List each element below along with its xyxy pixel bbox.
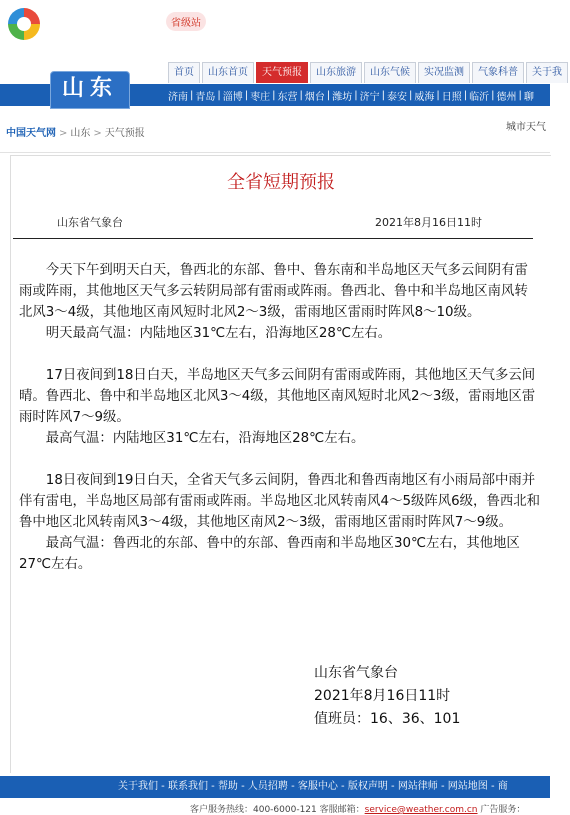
city-link[interactable]: 潍坊 [332,91,353,103]
footer-separator: - [158,781,168,792]
city-weather-search[interactable]: 城市天气 [506,122,546,133]
article-title: 全省短期预报 [227,172,335,193]
breadcrumb-current[interactable]: 天气预报 [104,128,145,139]
footer-info [0,800,550,815]
footer-link[interactable]: 帮助 [217,781,238,792]
footer-ad: 广告服务： [477,805,526,815]
nav-tab[interactable]: 山东气候 [364,62,416,83]
city-link[interactable]: 日照 [441,91,462,103]
signature-org: 山东省气象台 [314,665,398,681]
article-paragraph: 最高气温：鲁西北的东部、鲁中的东部、鲁西南和半岛地区30℃左右，其他地区27℃左右。 [19,536,520,572]
footer-separator: - [337,781,348,792]
article-body [19,260,541,575]
nav-tab[interactable]: 山东首页 [202,62,254,83]
footer-link[interactable]: 商 [497,781,508,792]
breadcrumb-separator: > [59,128,68,139]
footer-separator: - [237,781,248,792]
city-link[interactable]: 济宁 [359,91,380,103]
signature-time: 2021年8月16日11时 [314,688,451,704]
breadcrumb-bar [0,110,550,153]
city-link[interactable]: 济南 [168,91,188,103]
paragraph-gap [19,344,541,365]
divider [13,238,533,239]
city-link[interactable]: 泰安 [387,91,407,103]
article-paragraph: 最高气温：内陆地区31℃左右，沿海地区28℃左右。 [45,431,365,446]
city-separator: | [463,89,468,101]
city-separator: | [217,89,221,101]
city-link[interactable]: 德州 [496,91,517,103]
city-link[interactable]: 威海 [414,91,435,103]
nav-tab[interactable]: 实况监测 [418,62,470,83]
city-separator: | [518,89,522,101]
footer-link[interactable]: 版权声明 [347,781,388,792]
weather-logo-icon[interactable] [6,6,42,42]
article-org: 山东省气象台 [57,216,123,229]
article-signature [314,662,460,731]
footer-separator: - [287,781,298,792]
city-separator: | [354,89,358,101]
city-link[interactable]: 枣庄 [250,91,271,103]
breadcrumb-home[interactable]: 中国天气网 [6,128,56,139]
footer-email[interactable]: service@weather.com.cn [364,805,478,815]
breadcrumb-separator: > [93,128,102,139]
footer-link[interactable]: 网站律师 [397,781,438,792]
footer-separator: - [437,781,448,792]
city-separator: | [299,89,303,101]
footer-separator: - [207,781,218,792]
article-paragraph: 18日夜间到19日白天，全省天气多云间阴，鲁西北和鲁西南地区有小雨局部中雨并伴有雷电，半岛地区局部有雷雨或阵雨。半岛地区北风转南风4～5级阵风6级，鲁西北和鲁中地区北风转南风3～4级，其他地区南风2～3级，雷雨地区雷雨时阵风7～9级。 [19,473,541,530]
signature-duty: 值班员：16、36、101 [314,711,461,727]
footer-separator: - [387,781,398,792]
city-separator: | [326,89,331,101]
article-paragraph: 明天最高气温：内陆地区31℃左右，沿海地区28℃左右。 [45,326,392,341]
footer-link[interactable]: 网站地图 [447,781,488,792]
footer-links-bar [0,776,550,798]
site-level-badge: 省级站 [166,12,206,31]
nav-tab[interactable]: 首页 [168,62,200,83]
nav-tab[interactable]: 天气预报 [256,62,308,83]
city-separator: | [409,89,413,101]
city-link[interactable]: 临沂 [469,91,490,103]
article-paragraph: 17日夜间到18日白天，半岛地区天气多云间阴有雷雨或阵雨，其他地区天气多云间晴。鲁西北、鲁中和半岛地区北风3～4级，其他地区南风短时北风2～3级，雷雨地区雷雨时阵风7～9级。 [19,368,536,425]
nav-tab[interactable]: 山东旅游 [310,62,362,83]
city-separator: | [244,89,249,101]
article-time: 2021年8月16日11时 [375,216,482,229]
nav-tab[interactable]: 关于我 [526,62,568,83]
city-separator: | [491,89,495,101]
footer-link[interactable]: 人员招聘 [247,781,288,792]
city-link[interactable]: 烟台 [304,91,325,103]
footer-link[interactable]: 关于我们 [118,781,158,792]
city-links [168,84,534,106]
article-paragraph: 今天下午到明天白天，鲁西北的东部、鲁中、鲁东南和半岛地区天气多云间阴有雷雨或阵雨，其他地区天气多云转阴局部有雷雨或阵雨。鲁西北、鲁中和半岛地区南风转北风3～4级，其他地区南风短时北风2～3级，雷雨地区雷雨时阵风8～10级。 [19,263,528,320]
top-header [0,0,550,62]
footer-link[interactable]: 联系我们 [167,781,208,792]
breadcrumb [6,124,145,139]
article-panel [10,155,551,773]
footer-link[interactable]: 客服中心 [297,781,338,792]
footer-separator: - [487,781,498,792]
city-link[interactable]: 聊 [523,91,534,103]
city-link[interactable]: 东营 [277,91,298,103]
footer-hotline: 客户服务热线：400-6000-121 客服邮箱： [190,805,365,815]
breadcrumb-province[interactable]: 山东 [70,128,91,139]
paragraph-gap [19,449,541,470]
main-nav [168,62,570,84]
city-separator: | [436,89,440,101]
nav-tab[interactable]: 气象科普 [472,62,524,83]
city-link[interactable]: 青岛 [195,91,216,103]
city-separator: | [381,89,385,101]
city-separator: | [190,89,194,101]
city-link[interactable]: 淄博 [222,91,243,103]
city-separator: | [272,89,276,101]
footer-links [118,776,508,798]
province-title[interactable]: 山东 [50,71,130,109]
